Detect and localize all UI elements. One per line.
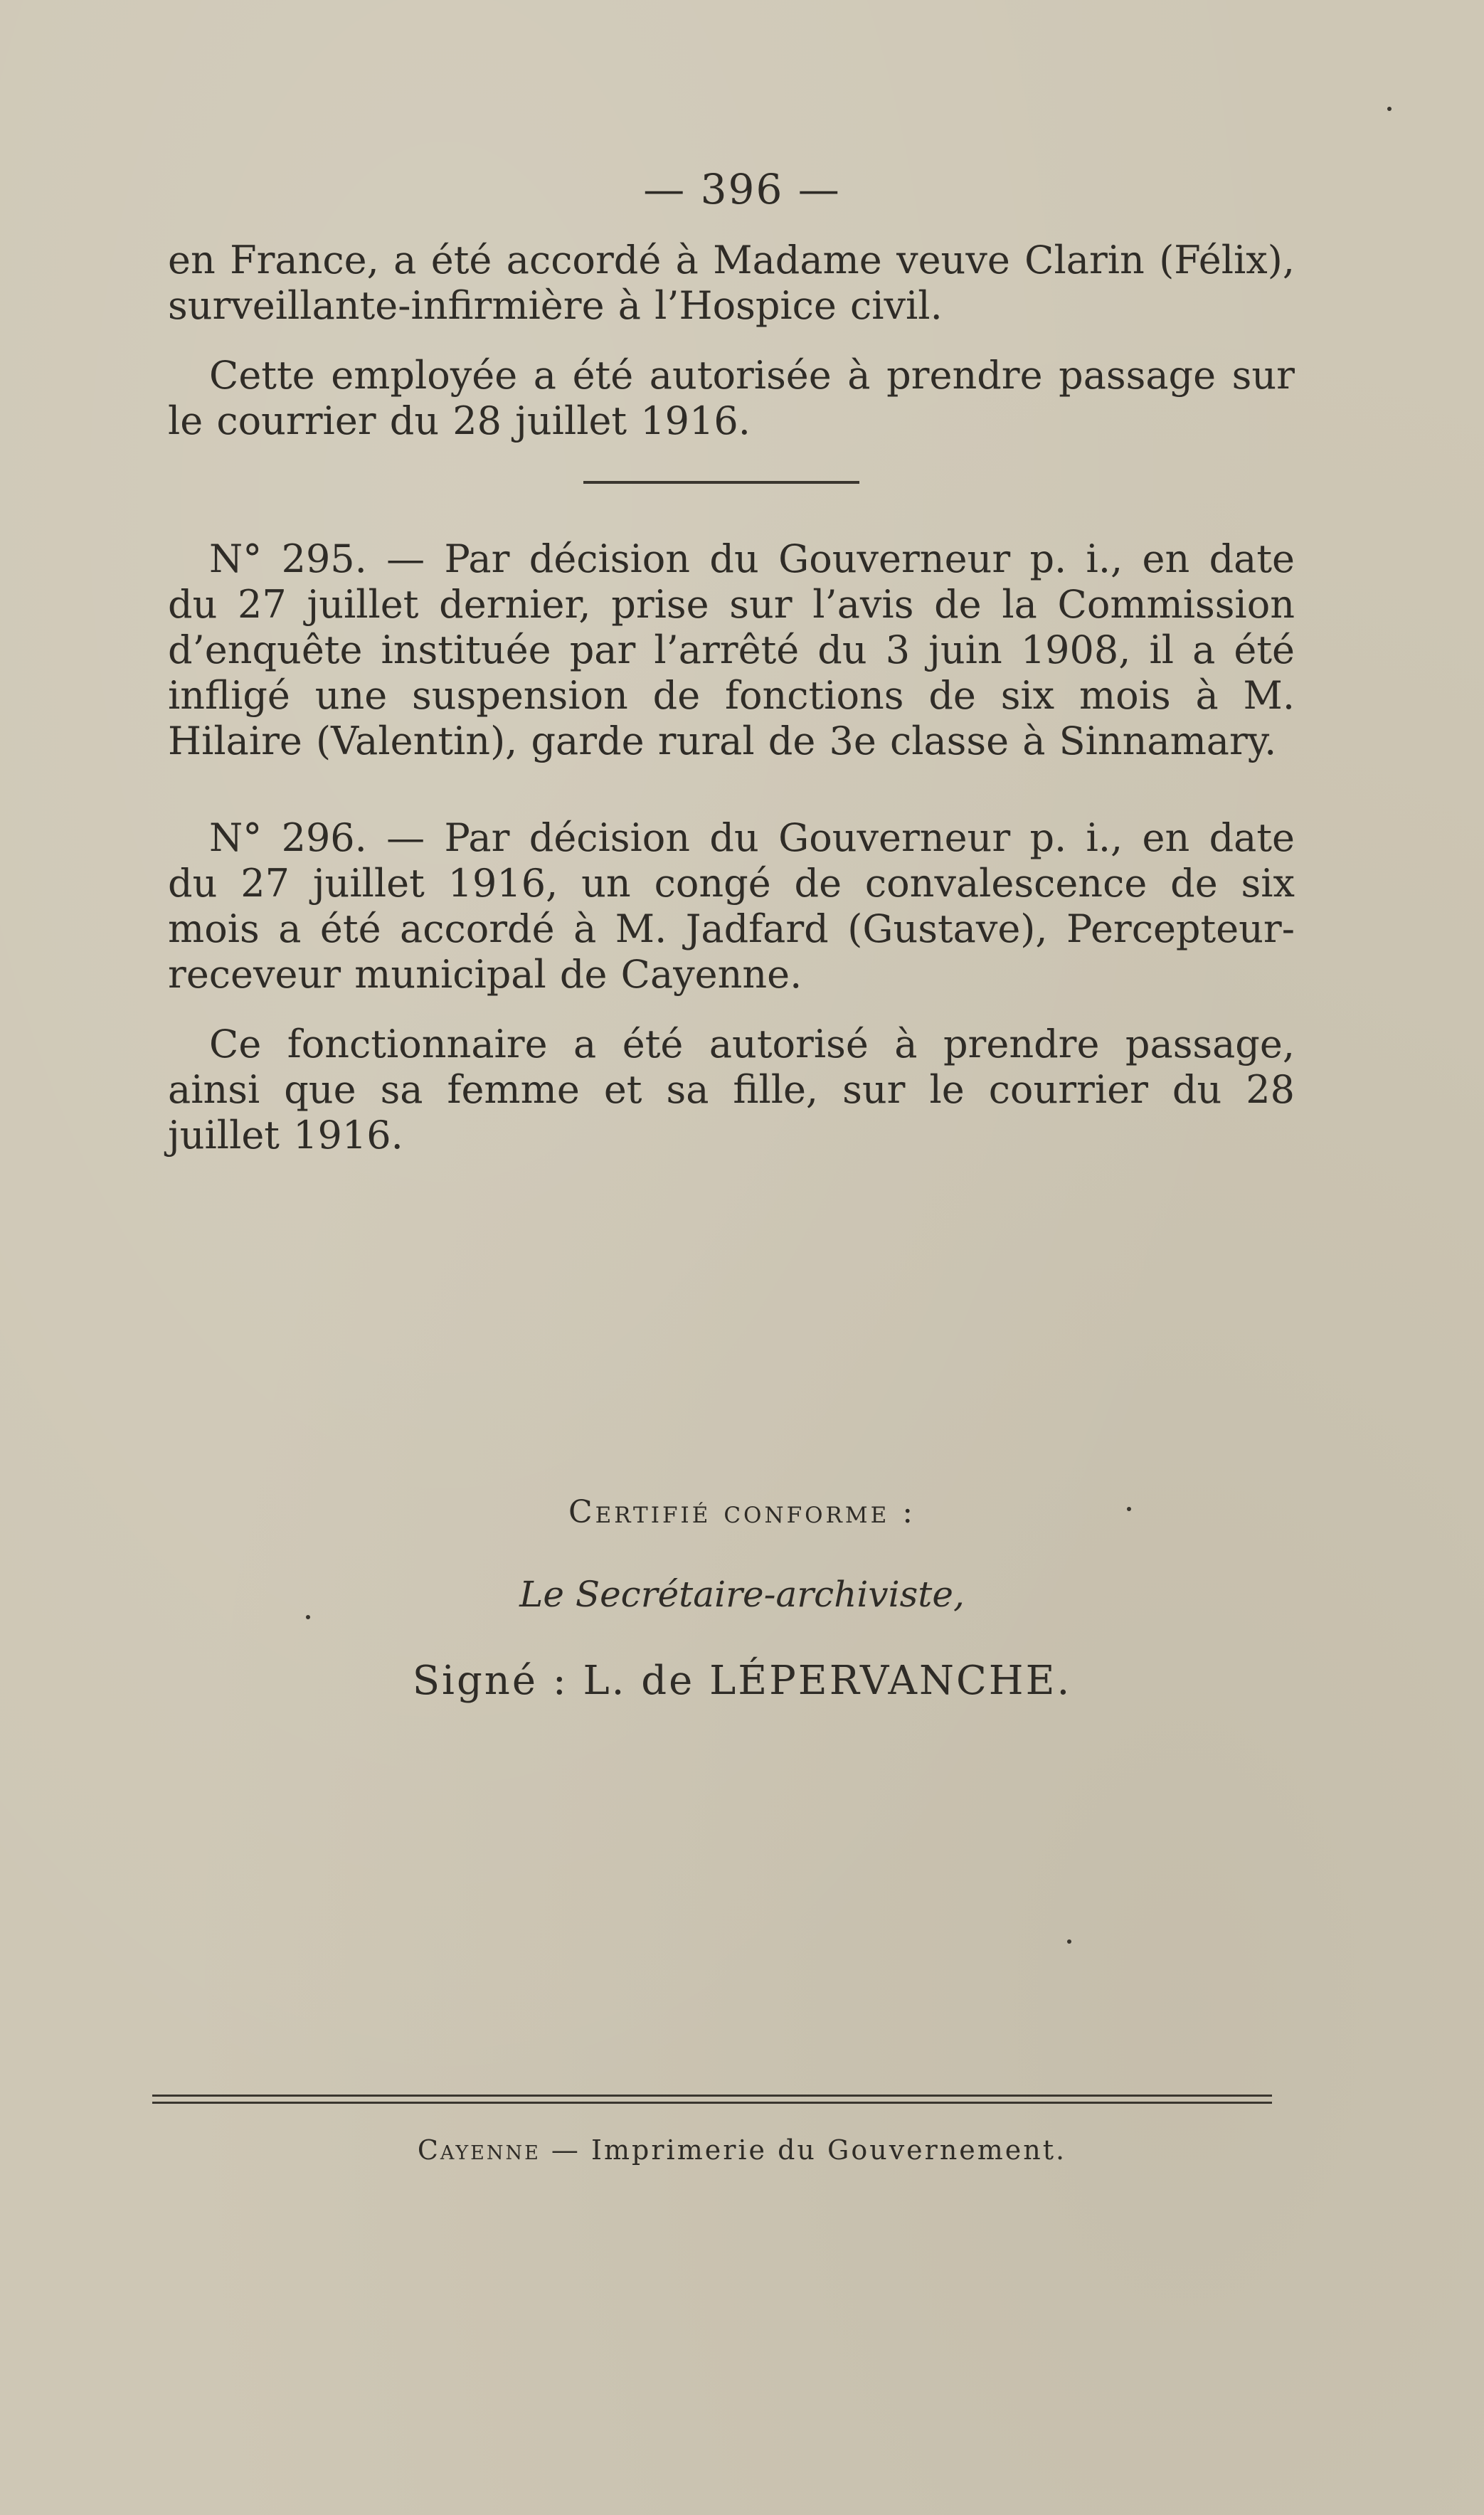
paragraph-text: en France, a été accordé à Madame veuve Clarin (Félix), surveillante-infirmière à l’Hospice civil.: [168, 238, 1295, 328]
paragraph-passage-jadfard: [168, 1022, 1295, 1158]
footer-rule: [152, 2102, 1272, 2104]
imprint-place: Cayenne: [417, 2134, 541, 2166]
paragraph-decision-296: [168, 815, 1295, 997]
certification-role: Le Secrétaire-archiviste,: [519, 1574, 965, 1615]
page-number: — 396 —: [643, 165, 841, 213]
certification-signature: Signé : L. de LÉPERVANCHE.: [412, 1658, 1072, 1704]
paragraph-text: N° 295. — Par décision du Gouverneur p. i., en date du 27 juillet dernier, prise sur l’avis de la Commission d’enquête instituée par l’arrêté du 3 juin 1908, il a été infligé une suspension de fonctions de six mois à M. Hilaire (Valentin), garde rural de 3e classe à Sinnamary.: [168, 536, 1295, 763]
paper-speck: [306, 1615, 310, 1619]
paragraph-passage-clarin: [168, 353, 1295, 444]
paper-speck: [1127, 1507, 1131, 1511]
footer-rule: [152, 2095, 1272, 2097]
paper-speck: [1387, 107, 1392, 111]
paper-speck: [1067, 1939, 1071, 1944]
paragraph-text: Cette employée a été autorisée à prendre passage sur le courrier du 28 juillet 1916.: [168, 353, 1295, 443]
paragraph-continuation: [168, 238, 1295, 329]
paragraph-text: N° 296. — Par décision du Gouverneur p. i., en date du 27 juillet 1916, un congé de convalescence de six mois a été accordé à M. Jadfard (Gustave), Percepteur-receveur municipal de Cayenne.: [168, 815, 1295, 997]
certification-heading: Certifié conforme :: [568, 1494, 916, 1530]
section-separator: [583, 481, 859, 484]
paragraph-decision-295: [168, 536, 1295, 764]
paragraph-text: Ce fonctionnaire a été autorisé à prendre passage, ainsi que sa femme et sa fille, sur le courrier du 28 juillet 1916.: [168, 1022, 1295, 1158]
printer-imprint: [0, 2134, 1484, 2166]
imprint-separator: —: [540, 2134, 592, 2166]
imprint-printer: Imprimerie du Gouvernement.: [591, 2134, 1067, 2166]
